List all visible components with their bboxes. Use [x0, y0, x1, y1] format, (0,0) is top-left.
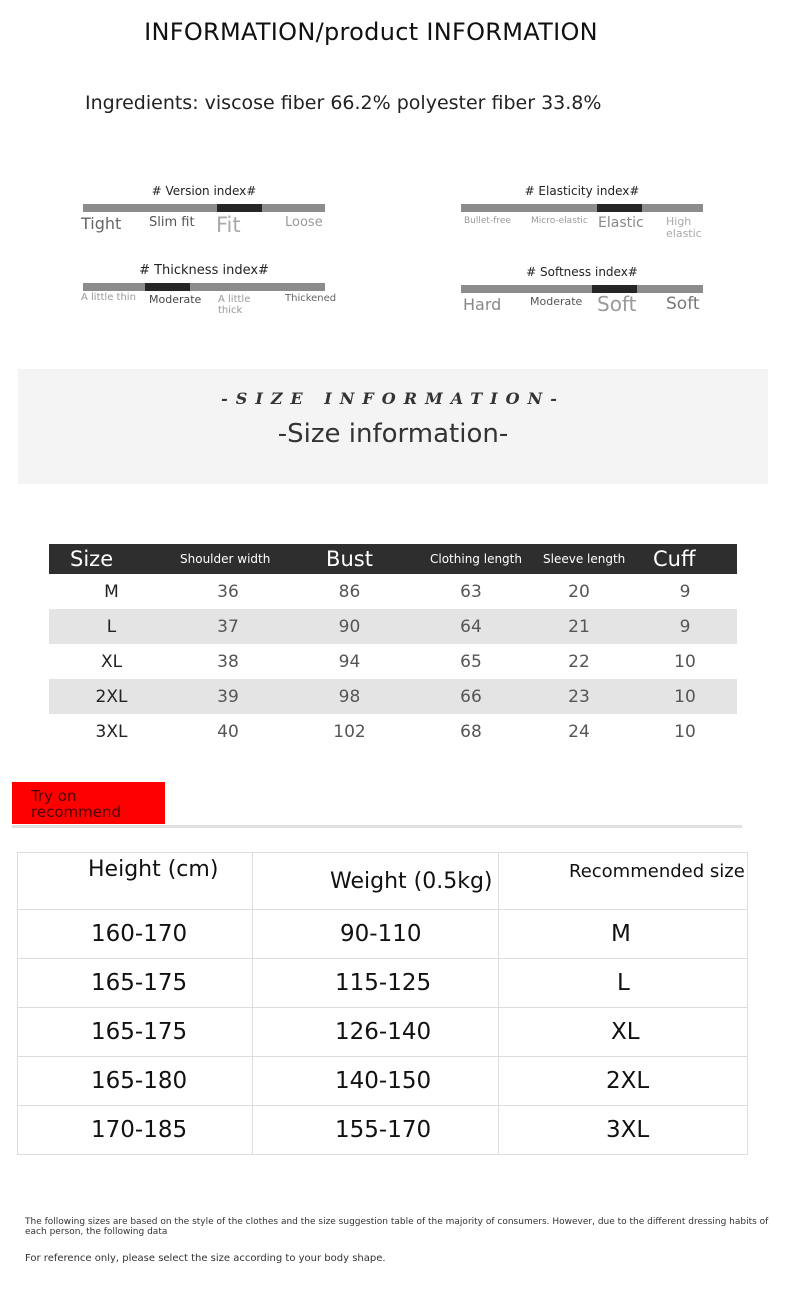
- table-cell: XL: [100, 651, 123, 672]
- elasticity-index-title: # Elasticity index#: [524, 184, 640, 198]
- table-cell: 68: [460, 721, 482, 742]
- version-label-fit: Fit: [216, 213, 241, 237]
- softness-label-soft-1: Soft: [597, 292, 637, 316]
- elasticity-label-micro-elastic: Micro-elastic: [531, 216, 588, 226]
- size-info-heading: -Size information-: [277, 419, 509, 449]
- table-cell: 98: [282, 679, 417, 714]
- softness-index: [461, 265, 703, 323]
- elasticity-label-elastic: Elastic: [598, 215, 644, 231]
- size-header-cuff: Cuff: [633, 544, 737, 574]
- softness-label-hard: Hard: [463, 295, 502, 314]
- table-cell: 66: [417, 679, 525, 714]
- recommend-table: [17, 852, 748, 1155]
- table-cell: 63: [460, 581, 482, 602]
- table-cell: 10: [633, 679, 737, 714]
- size-header-size: Size: [49, 544, 174, 574]
- version-label-loose: Loose: [285, 215, 323, 230]
- table-cell: 38: [217, 651, 239, 672]
- table-cell: 24: [568, 721, 590, 742]
- table-cell: 40: [217, 721, 239, 742]
- table-cell: 115-125: [253, 959, 499, 1008]
- table-row: [49, 644, 737, 679]
- elasticity-label-bullet-free: Bullet-free: [464, 216, 511, 226]
- ingredients-text: Ingredients: viscose fiber 66.2% polyester fiber 33.8%: [85, 92, 602, 114]
- table-cell: M: [499, 910, 748, 959]
- recommend-table-header: [18, 853, 748, 910]
- table-cell: L: [49, 609, 174, 644]
- table-cell: 160-170: [18, 910, 253, 959]
- softness-label-moderate: Moderate: [530, 295, 583, 308]
- recommend-header-size: Recommended size: [499, 853, 748, 910]
- table-row: [18, 910, 748, 959]
- table-cell: 10: [674, 721, 696, 742]
- size-reference-note: For reference only, please select the size according to your body shape.: [25, 1253, 386, 1264]
- elasticity-index: [461, 184, 703, 242]
- table-cell: 90: [282, 609, 417, 644]
- table-cell: 20: [568, 581, 590, 602]
- table-row: [49, 679, 737, 714]
- page-title: INFORMATION/product INFORMATION: [144, 18, 598, 46]
- table-cell: 3XL: [95, 721, 128, 742]
- recommend-header-height: Height (cm): [18, 853, 253, 910]
- try-on-recommend-label: Try on recommend: [12, 782, 165, 824]
- table-row: [18, 959, 748, 1008]
- thickness-label-moderate: Moderate: [149, 293, 202, 306]
- version-label-tight: Tight: [81, 214, 122, 233]
- table-row: [49, 609, 737, 644]
- version-index-bar: [83, 204, 325, 212]
- table-cell: 10: [674, 651, 696, 672]
- table-cell: 140-150: [253, 1057, 499, 1106]
- table-cell: 94: [338, 651, 361, 672]
- table-cell: 165-180: [18, 1057, 253, 1106]
- table-cell: 165-175: [18, 1008, 253, 1057]
- table-cell: 2XL: [499, 1057, 748, 1106]
- section-divider: [12, 825, 742, 828]
- table-cell: L: [499, 959, 748, 1008]
- thickness-label-a-little-thick: A little thick: [218, 294, 251, 316]
- table-cell: M: [104, 581, 119, 602]
- table-row: [18, 1008, 748, 1057]
- thickness-label-a-little-thin: A little thin: [81, 292, 136, 303]
- size-header-clothing-length: Clothing length: [417, 544, 525, 574]
- table-cell: 102: [333, 721, 366, 742]
- table-cell: 65: [460, 651, 482, 672]
- thickness-index: [81, 263, 337, 321]
- table-cell: 126-140: [253, 1008, 499, 1057]
- size-info-heading-en: -SIZE INFORMATION-: [221, 389, 565, 408]
- table-row: [49, 574, 737, 609]
- table-cell: 22: [568, 651, 590, 672]
- version-index: [83, 184, 325, 242]
- table-cell: 36: [217, 581, 239, 602]
- thickness-index-bar: [83, 283, 325, 291]
- version-index-title: # Version index#: [151, 184, 257, 198]
- size-disclaimer: The following sizes are based on the style of the clothes and the size suggestion table of the majority of consumers. However, due to the different dressing habits of each person, the following data: [25, 1217, 769, 1237]
- thickness-index-title: # Thickness index#: [139, 263, 269, 278]
- softness-label-soft-2: Soft: [666, 294, 700, 314]
- size-info-banner: [18, 369, 768, 484]
- table-row: [18, 1106, 748, 1155]
- table-cell: 37: [174, 609, 282, 644]
- thickness-label-thickened: Thickened: [285, 293, 337, 304]
- elasticity-index-bar: [461, 204, 703, 212]
- size-table-header: [49, 544, 737, 574]
- table-cell: 3XL: [499, 1106, 748, 1155]
- recommend-header-weight: Weight (0.5kg): [253, 853, 499, 910]
- table-cell: 2XL: [49, 679, 174, 714]
- size-header-bust: Bust: [282, 544, 417, 574]
- softness-index-title: # Softness index#: [526, 265, 638, 279]
- table-row: [18, 1057, 748, 1106]
- table-cell: XL: [499, 1008, 748, 1057]
- table-cell: 155-170: [253, 1106, 499, 1155]
- table-row: [49, 714, 737, 749]
- size-header-shoulder: Shoulder width: [174, 544, 282, 574]
- softness-index-bar: [461, 285, 703, 293]
- size-table: [49, 544, 737, 749]
- size-header-sleeve-length: Sleeve length: [525, 544, 633, 574]
- table-cell: 9: [679, 581, 691, 602]
- version-label-slim-fit: Slim fit: [149, 215, 195, 230]
- table-cell: 64: [417, 609, 525, 644]
- table-cell: 165-175: [18, 959, 253, 1008]
- table-cell: 86: [338, 581, 361, 602]
- elasticity-label-high-elastic: High elastic: [666, 215, 702, 240]
- table-cell: 170-185: [18, 1106, 253, 1155]
- table-cell: 9: [633, 609, 737, 644]
- table-cell: 39: [174, 679, 282, 714]
- table-cell: 90-110: [253, 910, 499, 959]
- table-cell: 21: [525, 609, 633, 644]
- table-cell: 23: [525, 679, 633, 714]
